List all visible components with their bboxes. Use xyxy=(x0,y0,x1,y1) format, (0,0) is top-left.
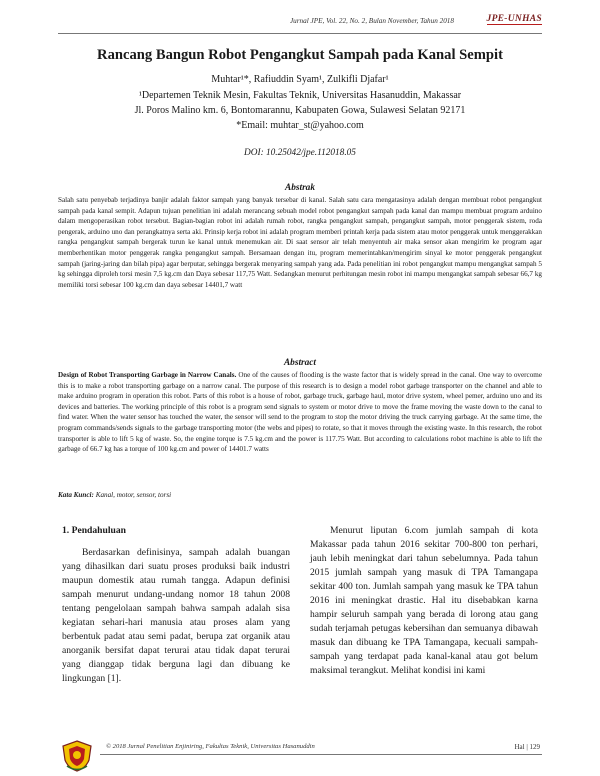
affiliation-address: Jl. Poros Malino km. 6, Bontomarannu, Kabupaten Gowa, Sulawesi Selatan 92171 xyxy=(134,105,466,116)
abstract-en-heading: Abstract xyxy=(283,358,317,368)
header-divider xyxy=(58,33,542,34)
footer-divider xyxy=(100,754,542,755)
keywords xyxy=(58,491,171,499)
university-logo-icon xyxy=(60,740,94,772)
footer-copyright: © 2018 Jurnal Penelitian Enjiniring, Fakultas Teknik, Universitas Hasanuddin xyxy=(106,743,315,750)
intro-paragraph-1: Berdasarkan definisinya, sampah adalah buangan yang dihasilkan dari suatu proses produksi baik industri maupun domestik atau rumah tangga. Adapun definisi sampah menurut undang-undang nomor 18 tahun 2008 tentang pengelolaan sampah bahwa sampah adalah sisa kegiatan sehari-hari manusia atau proses alam yang berbentuk padat atau semi padat, berupa zat organik atau anorganik bersifat dapat terurai atau tidak dapat terurai yang dianggap tidak berguna lagi dan dibuang ke lingkungan [1]. xyxy=(62,547,290,685)
keywords-label: Kata Kunci: xyxy=(58,491,94,499)
affiliation-department: ¹Departemen Teknik Mesin, Fakultas Teknik, Universitas Hasanuddin, Makassar xyxy=(138,90,462,101)
doi: DOI: 10.25042/jpe.112018.05 xyxy=(244,148,356,158)
abstract-en-lead: Design of Robot Transporting Garbage in Narrow Canals. xyxy=(58,371,237,379)
intro-paragraph-2: Menurut liputan 6.com jumlah sampah di kota Makassar pada tahun 2016 sekitar 700-800 ton perhari, jauh lebih meningkat dari tahun sebelumnya. Pada tahun 2015 jumlah sampah yang masuk di TPA Tamangapa sekitar 400 ton. Jumlah sampah yang masuk ke TPA tahun 2016 ini meningkat drastic. Hal itu disebabkan karna hampir seluruh sampah yang berada di lorong atau gang sudah terjamah petugas kebersihan dan semuanya dibawah masuk dan dibuang ke TPA Tamangapa, kecuali sampah-sampah yang terdapat pada kanal-kanal atau got belum maksimal terangkut. Melihat kondisi ini kami xyxy=(310,525,538,677)
right-column xyxy=(310,524,538,679)
keywords-values: Kanal, motor, sensor, torsi xyxy=(93,491,172,499)
journal-reference: Jurnal JPE, Vol. 22, No. 2, Bulan November, Tahun 2018 xyxy=(289,17,454,25)
section-heading-introduction: 1. Pendahuluan xyxy=(62,525,126,536)
page-header xyxy=(60,14,542,32)
journal-logo: JPE-UNHAS xyxy=(486,14,542,24)
abstract-en-body xyxy=(58,370,542,455)
authors: Muhtar¹*, Rafiuddin Syam¹, Zulkifli Djafar¹ xyxy=(211,74,389,85)
paper-title: Rancang Bangun Robot Pengangkut Sampah pada Kanal Sempit xyxy=(97,47,503,63)
abstract-en-text: One of the causes of flooding is the waste factor that is widely spread in the canal. One way to overcome this is to make a robot transporting garbage on a narrow canal. The purpose of this research is to design a model robot garbage transporter on the channel and able to make arduino program in operation this robot. Parts of this robot is a house of robot, garbage truck, garbage haul, motor drive system, wheel pemer, arduino uno and its devices and batteries. The working principle of this robot is a program send signals to system or motor drive to move the frame moving the waste down to the canal to find water. When the water sensor has touched the water, the sensor will send to the program to stop the motor driving the truck carrying garbage. At the same time, the program commands/sends signals to the garbage transporting motor (the webs and pipes) to rotate, so that it moves through the existing waste. In this research, the robot transporter is able to lift 5 kg of waste. So, the engine torque is 7.5 kg.cm and the power is 117.75 Watt. But according to calculations robot machine is able to lift the garbage of 66.7 kg has a torque of 100 kg.cm and power of 14401.7 watts xyxy=(58,371,542,454)
left-column xyxy=(62,524,290,686)
author-email: *Email: muhtar_st@yahoo.com xyxy=(236,120,364,131)
abstract-id-heading: Abstrak xyxy=(285,183,315,193)
page-number: Hal | 129 xyxy=(514,743,540,751)
abstract-id-text: Salah satu penyebab terjadinya banjir adalah faktor sampah yang banyak tersebar di kanal. Salah satu cara mengatasinya adalah dengan membuat robot pengangkut sampah pada kanal sempit. Adapun tujuan penelitian ini adalah merancang sebuah model robot pengangkut sampah pada kanal dan mampu membuat program arduino dalam mengoperasikan robot tersebut. Bagian-bagian robot ini adalah rumah robot, rangka pengangkut sampah, pengangkut sampah, motor penggerak sistem, roda pengerak, arduino uno dan perangkatnya serta aki. Prinsip kerja robot ini adalah program memberi printah kerja pada sistem atau motor penggerak untuk menggerakkan rangka pengangkut sampah bergerak turun ke kanal untuk menemukan air. Di saat sensor air telah menyentuh air maka sensor akan mengirim ke program agar memberhentikan motor penggerak rangka pengangkut sampah. Bersamaan dengan itu, program memerintahkan/mengirim sinyal ke motor penggerak pengangkut sampah (jaring-jaring dan bilah pipa) agar berputar, sehingga bergerak menyaring sampah yang ada. Pada penelitian ini robot pengangkut mampu mengangkat sampah 5 kg sehingga diproleh torsi mesin 7,5 kg.cm dan Daya sebesar 117,75 Watt. Sedangkan menurut perhitungan mesin robot ini mampu mengangkat sampah sebesar 66,7 kg memiliki torsi sebesar 100 kg.cm dan daya sebesar 14401,7 watt xyxy=(58,196,542,289)
